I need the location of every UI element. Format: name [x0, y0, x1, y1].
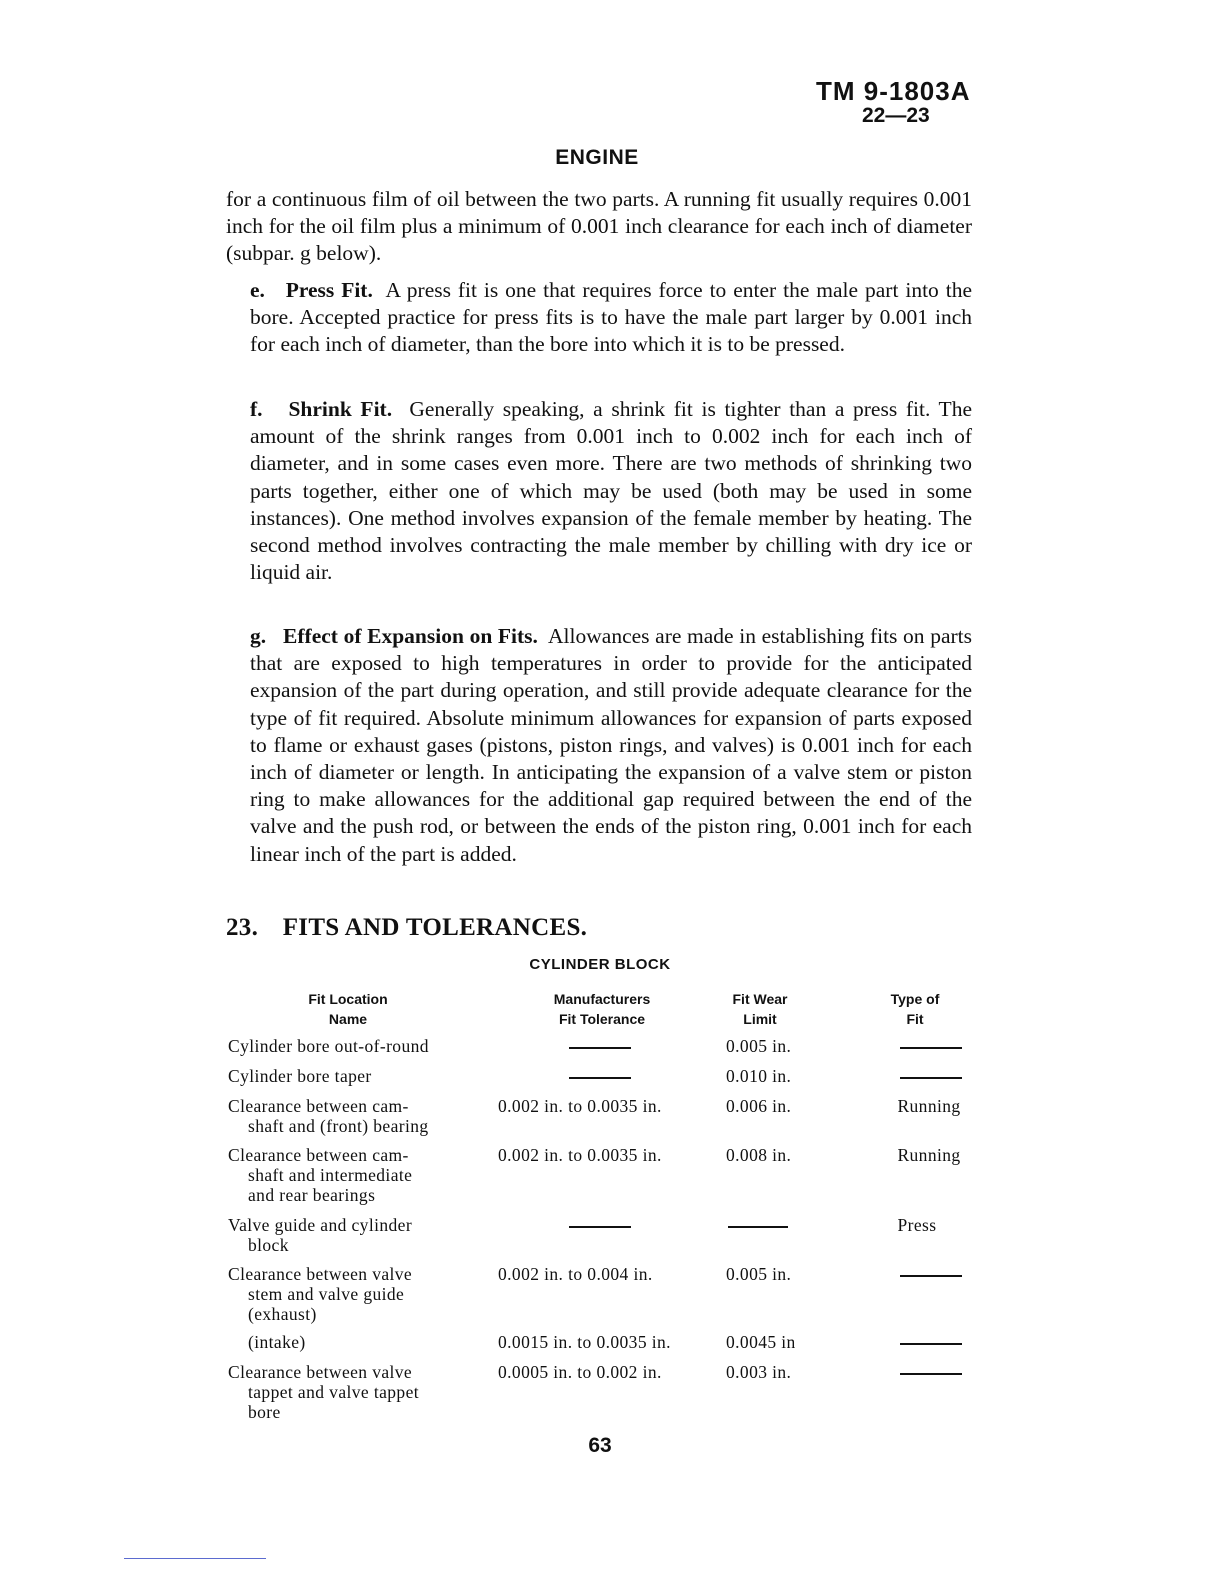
continuation-paragraph	[226, 186, 972, 268]
table-row-location	[228, 1067, 472, 1087]
row-location-line2: stem and valve guide	[248, 1283, 405, 1304]
paragraph-f-label: f.	[250, 397, 263, 421]
paragraph-e-text: A press fit is one that requires force to enter the male part into the bore. Accepted practice for press fits is to have the male part larger by 0.001 inch for each inch of diameter, than the bore into which it is to be pressed.	[250, 278, 972, 357]
row-location-line3: bore	[248, 1401, 281, 1422]
continuation-text: for a continuous film of oil between the two parts. A running fit usually requires 0.001 inch for the oil film plus a minimum of 0.001 inch clearance for each inch of diameter (subpar. g below).	[226, 187, 972, 266]
paragraph-range: 22—23	[862, 104, 930, 127]
column-header-location-line2: Name	[328, 1011, 368, 1027]
column-header-location-line1: Fit Location	[308, 991, 388, 1007]
section-title: ENGINE	[555, 146, 639, 169]
paragraph-g-text: Allowances are made in establishing fits on parts that are exposed to high temperatures in order to provide for the anticipated expansion of the part during operation, and still provide adequate clearance for the type of fit required. Absolute minimum allowances for expansion of parts exposed to flame or exhaust gases (pistons, piston rings, and valves) is 0.001 inch for each inch of diameter or length. In anticipating the expansion of a valve stem or piston ring to make allowances for the additional gap required between the end of the valve and the push rod, or between the ends of the piston ring, 0.001 inch for each linear inch of the part is added.	[250, 624, 972, 866]
row-type-dash	[900, 1275, 962, 1277]
row-wear-limit: 0.005 in.	[726, 1264, 792, 1284]
row-location-line1: Clearance between valve	[228, 1362, 413, 1382]
table-row-location	[228, 1097, 472, 1137]
row-fit-tolerance: 0.002 in. to 0.0035 in.	[498, 1145, 662, 1165]
paragraph-e-title: Press Fit.	[285, 278, 373, 302]
row-location-line2: tappet and valve tappet	[248, 1381, 420, 1402]
row-location-line1: Cylinder bore out-of-round	[228, 1036, 429, 1056]
row-location-line2: shaft and intermediate	[248, 1164, 413, 1185]
row-wear-limit: 0.005 in.	[726, 1036, 792, 1056]
row-fit-type: Press	[897, 1215, 937, 1235]
paragraph-g-title: Effect of Expansion on Fits.	[283, 624, 538, 648]
section-heading-title: FITS AND TOLERANCES.	[282, 914, 588, 941]
row-location-line3: (exhaust)	[248, 1303, 317, 1324]
column-header-wear-line1: Fit Wear	[732, 991, 788, 1007]
row-location-line1: Clearance between cam-	[228, 1145, 409, 1165]
column-header-location	[248, 989, 448, 1029]
column-header-type-line1: Type of	[890, 991, 940, 1007]
row-location-line1: Valve guide and cylinder	[228, 1215, 413, 1235]
row-tolerance-dash	[569, 1226, 631, 1228]
row-fit-tolerance: 0.002 in. to 0.004 in.	[498, 1264, 653, 1284]
row-wear-limit: 0.010 in.	[726, 1066, 792, 1086]
row-fit-tolerance: 0.0005 in. to 0.002 in.	[498, 1362, 662, 1382]
row-location-line2: block	[248, 1234, 289, 1255]
paragraph-f	[226, 396, 972, 586]
row-location-line1: Cylinder bore taper	[228, 1066, 372, 1086]
page-number: 63	[588, 1434, 612, 1457]
table-row-location	[228, 1363, 472, 1422]
paragraph-g	[226, 623, 972, 868]
table-row-location	[228, 1146, 472, 1205]
row-tolerance-dash	[569, 1077, 631, 1079]
column-header-tolerance-line1: Manufacturers	[553, 991, 651, 1007]
column-header-wear-line2: Limit	[743, 1011, 777, 1027]
row-wear-limit: 0.008 in.	[726, 1145, 792, 1165]
section-heading	[226, 914, 587, 942]
table-row-location	[228, 1333, 472, 1353]
table-title: CYLINDER BLOCK	[529, 956, 671, 973]
row-location-line3: and rear bearings	[248, 1184, 376, 1205]
row-location-line2: shaft and (front) bearing	[248, 1115, 429, 1136]
column-header-type-line2: Fit	[906, 1011, 924, 1027]
footer-rule	[124, 1558, 266, 1559]
row-fit-type: Running	[897, 1096, 961, 1116]
paragraph-f-text: Generally speaking, a shrink fit is tighter than a press fit. The amount of the shrink ranges from 0.001 inch to 0.002 inch for each inch of diameter, and in some cases even more. There are two methods of shrinking two parts together, either one of which may be used (both may be used in some instances). One method involves expansion of the female member by heating. The second method involves contracting the male member by chilling with dry ice or liquid air.	[250, 397, 972, 585]
column-header-tolerance	[502, 989, 702, 1029]
row-type-dash	[900, 1343, 962, 1345]
row-fit-type: Running	[897, 1145, 961, 1165]
row-type-dash	[900, 1047, 962, 1049]
paragraph-e	[226, 277, 972, 359]
column-header-type	[870, 989, 960, 1029]
table-row-location	[228, 1265, 472, 1324]
paragraph-e-label: e.	[250, 278, 265, 302]
paragraph-g-label: g.	[250, 624, 267, 648]
section-number: 23.	[226, 914, 259, 941]
document-number: TM 9-1803A	[816, 76, 971, 106]
row-fit-tolerance: 0.002 in. to 0.0035 in.	[498, 1096, 662, 1116]
row-type-dash	[900, 1373, 962, 1375]
row-location-line1: Clearance between valve	[228, 1264, 413, 1284]
paragraph-f-title: Shrink Fit.	[288, 397, 393, 421]
column-header-wear	[700, 989, 820, 1029]
row-tolerance-dash	[569, 1047, 631, 1049]
table-row-location	[228, 1037, 472, 1057]
row-location-line1: Clearance between cam-	[228, 1096, 409, 1116]
row-location-line1: (intake)	[248, 1332, 306, 1352]
table-row-location	[228, 1216, 472, 1256]
row-wear-limit: 0.0045 in	[726, 1332, 796, 1352]
row-type-dash	[900, 1077, 962, 1079]
row-wear-dash	[728, 1226, 788, 1228]
column-header-tolerance-line2: Fit Tolerance	[558, 1011, 646, 1027]
row-fit-tolerance: 0.0015 in. to 0.0035 in.	[498, 1332, 671, 1352]
row-wear-limit: 0.006 in.	[726, 1096, 792, 1116]
row-wear-limit: 0.003 in.	[726, 1362, 792, 1382]
